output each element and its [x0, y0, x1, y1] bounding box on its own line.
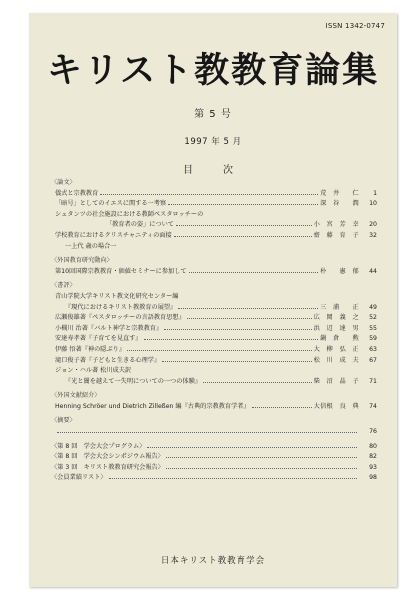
entry-title: 〈会員業績リスト〉	[51, 474, 107, 482]
dot-leader	[57, 432, 357, 433]
entry-title: シュタンツの社会施設における教師ペスタロッチーの	[55, 210, 204, 218]
entry-author: 浜 辺 達 男	[313, 324, 359, 332]
entry-title: 安達寿孝著『子育てを見直す』	[55, 335, 142, 343]
toc-entry	[51, 402, 377, 413]
entry-page: 80	[369, 442, 377, 450]
dot-leader	[166, 457, 357, 458]
entry-page: 20	[369, 221, 377, 229]
entry-title: 一上代 歳の場合一	[65, 242, 117, 250]
table-of-contents	[51, 178, 377, 484]
entry-title: 「暗号」としてのイエスに関する一考察	[55, 200, 167, 208]
entry-page: 71	[369, 377, 377, 385]
entry-page: 52	[369, 314, 377, 322]
entry-title: 〈第 8 回 学会大会プログラム〉	[51, 442, 146, 450]
entry-author: 荒 井 仁	[320, 189, 359, 197]
dot-leader	[178, 308, 318, 309]
dot-leader	[168, 204, 318, 205]
section-heading: 〈論文〉	[51, 179, 76, 186]
entry-page: 74	[369, 402, 377, 410]
toc-entry	[51, 463, 377, 474]
entry-title: 広瀬俊雄著『ペスタロッチーの言語教育思想』	[55, 314, 185, 322]
dot-leader	[100, 194, 318, 195]
publication-date: 1997 年 5 月	[184, 137, 242, 147]
entry-author: 柴 沼 晶 子	[313, 377, 359, 385]
entry-page: 59	[369, 335, 377, 343]
entry-author: 朴 憲 郁	[320, 267, 359, 275]
entry-title: 『現代におけるキリスト教教育の展望』	[65, 303, 177, 311]
entry-title: ジョン・ハル著 松川成夫訳	[55, 367, 132, 375]
section-heading: 〈書評〉	[51, 282, 76, 290]
entry-page: 63	[369, 345, 377, 353]
entry-author: 鍋 倉 勲	[320, 335, 359, 343]
section-heading: 〈外国文献紹介〉	[51, 392, 101, 400]
toc-entry	[51, 267, 377, 278]
journal-cover	[29, 13, 397, 587]
journal-title: キリスト教教育論集	[46, 50, 380, 91]
dot-leader	[109, 478, 357, 479]
toc-entry	[51, 452, 377, 463]
toc-entry	[51, 303, 377, 314]
entry-page: 49	[369, 303, 377, 311]
dot-leader	[189, 272, 318, 273]
entry-author: 深 谷 潤	[320, 200, 359, 208]
entry-author: 小 宮 芳 幸	[313, 221, 359, 229]
dot-leader	[180, 297, 375, 298]
entry-author: 大信根 良 典	[313, 402, 359, 410]
section-heading: 〈外国教育研究動向〉	[51, 257, 113, 265]
dot-leader	[187, 318, 312, 319]
entry-title: 学校教育におけるクリスチャニティの面接	[55, 231, 172, 239]
dot-leader	[203, 382, 312, 383]
toc-entry	[51, 377, 377, 388]
toc-entry	[51, 292, 377, 303]
entry-title: 第10回国際宗教教育・価値セミナーに参加して	[55, 267, 187, 275]
toc-entry	[51, 334, 377, 345]
entry-title: 〈第 8 回 学会大会シンポジウム報告〉	[51, 453, 164, 461]
entry-page: 44	[369, 267, 377, 275]
entry-page: 98	[369, 474, 377, 482]
toc-section	[51, 416, 377, 437]
entry-page: 1	[373, 189, 377, 197]
toc-entry	[51, 313, 377, 324]
toc-entry	[51, 473, 377, 484]
toc-heading: 目 次	[183, 165, 243, 176]
issue-number: 第 5 号	[194, 109, 232, 120]
issn-label: ISSN 1342-0747	[325, 22, 385, 30]
entry-page: 82	[369, 453, 377, 461]
dot-leader	[166, 468, 357, 469]
publisher-name: 日本キリスト教教育学会	[160, 556, 266, 566]
entry-title: 青山学院大学キリスト教文化研究センター編	[55, 292, 179, 300]
entry-page: 32	[369, 231, 377, 239]
dot-leader	[205, 215, 375, 216]
toc-entry	[51, 220, 377, 231]
entry-page: 67	[369, 356, 377, 364]
entry-author: 広 岡 義 之	[313, 314, 359, 322]
dot-leader	[164, 329, 311, 330]
dot-leader	[162, 361, 311, 362]
dot-leader	[176, 225, 312, 226]
entry-title: 『光と闇を越えて一失明についての一つの体験』	[65, 377, 201, 385]
toc-entry	[51, 442, 377, 453]
entry-title: 〈第 3 回 キリスト教教育研究会報告〉	[51, 463, 164, 471]
dot-leader	[144, 339, 318, 340]
entry-title: 小槻川 治著『バルト神学と宗教教育』	[55, 324, 163, 332]
entry-author: 大 柳 弘 正	[313, 345, 359, 353]
entry-title: 伊藤 悟著『神の隠ぷり』	[55, 345, 126, 353]
toc-entry	[51, 242, 377, 253]
entry-title: Henning Schröer und Dietrich Zilleßen 編『古典的宗教教育学者』	[55, 402, 250, 410]
dot-leader	[133, 371, 375, 372]
entry-title: 滝口俊子著『子どもと生きる心理学』	[55, 356, 161, 364]
toc-section	[51, 391, 377, 412]
entry-author: 齋 藤 育 子	[313, 231, 359, 239]
toc-entry	[51, 210, 377, 221]
toc-entry	[51, 231, 377, 242]
entry-title: 「教育者の姿」について	[106, 221, 174, 229]
toc-entry	[51, 199, 377, 210]
toc-section	[51, 256, 377, 277]
dot-leader	[127, 350, 312, 351]
entry-page: 55	[369, 324, 377, 332]
toc-entry	[51, 366, 377, 377]
entry-title: 儀式と宗教教育	[55, 189, 99, 197]
entry-author: 松 川 成 夫	[313, 356, 359, 364]
toc-section	[51, 442, 377, 484]
entry-author: 三 浦 正	[320, 303, 359, 311]
toc-entry	[51, 427, 377, 438]
entry-page: 76	[369, 428, 377, 436]
toc-entry	[51, 189, 377, 200]
dot-leader	[147, 447, 357, 448]
toc-entry	[51, 356, 377, 367]
toc-entry	[51, 345, 377, 356]
dot-leader	[252, 407, 312, 408]
section-heading: 〈摘要〉	[51, 417, 76, 425]
dot-leader	[118, 247, 375, 248]
dot-leader	[174, 236, 312, 237]
entry-page: 10	[369, 200, 377, 208]
toc-section	[51, 178, 377, 252]
toc-entry	[51, 324, 377, 335]
entry-page: 93	[369, 463, 377, 471]
toc-section	[51, 281, 377, 387]
